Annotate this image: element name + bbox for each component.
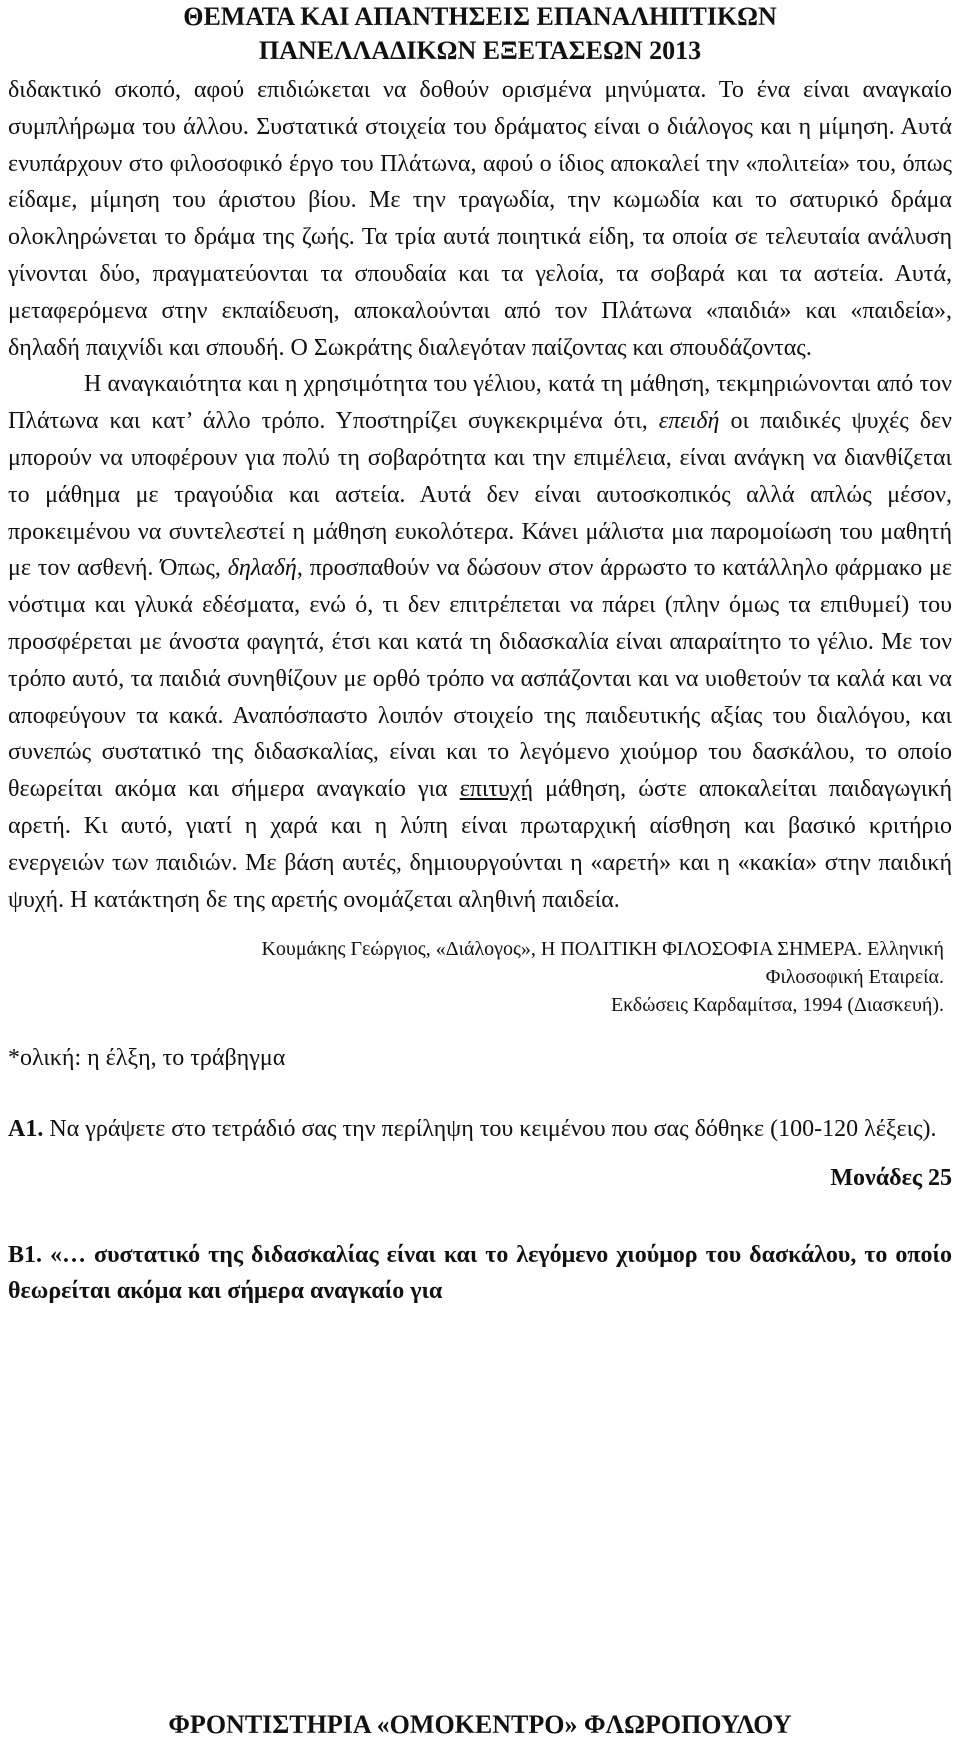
citation-line-3: Εκδώσεις Καρδαμίτσα, 1994 (Διασκευή). [610, 994, 944, 1017]
footnote: *ολική: η έλξη, το τράβηγμα [8, 1045, 286, 1072]
passage-p2-text-c: , προσπαθούν να δώσουν στον άρρωστο το κατάλληλο φάρμακο με νόστιμα και γλυκά εδέσματα, ενώ ό, τι δεν επιτρέπεται να πάρει (πλην όμως τα επιθυμεί) του προσφέρεται με άνοστα φαγητά, έτσι και κατά τη διδασκαλία είναι απαραίτητο το γέλιο. Με τον τρόπο αυτό, τα παιδιά συνηθίζουν με ορθό τρόπο να ασπάζονται και να υιοθετούν τα καλά και να αποφεύγουν τα κακά. Αναπόσπαστο λοιπόν στοιχείο της παιδευτικής αξίας του διαλόγου, και συνεπώς συστατικό της διδασκαλίας, είναι και το λεγόμενο χιούμορ του δασκάλου, το οποίο θεωρείται ακόμα και σήμερα αναγκαίο για [8, 555, 952, 803]
question-a1-number: Α1. [8, 1116, 44, 1143]
source-citation [0, 935, 944, 1019]
question-a1-marks: Μονάδες 25 [830, 1165, 952, 1192]
citation-line-2: Φιλοσοφική Εταιρεία. [765, 966, 944, 989]
question-a1 [8, 1111, 952, 1147]
document-body [0, 72, 960, 1309]
passage-paragraph-2 [8, 366, 952, 918]
passage-p2-emphasis-1: επειδή [658, 408, 720, 435]
passage-p2-emphasis-2: δηλαδή [227, 555, 297, 582]
passage-p2-text-a: Η αναγκαιότητα και η χρησιμότητα του γέλιου, κατά τη μάθηση, τεκμηριώνονται από τον Πλάτωνα και κατ’ άλλο τρόπο. Υποστηρίζει συγκεκριμένα ότι, [8, 371, 952, 435]
header-title-line-1: ΘΕΜΑΤΑ ΚΑΙ ΑΠΑΝΤΗΣΕΙΣ ΕΠΑΝΑΛΗΠΤΙΚΩΝ [183, 2, 777, 31]
question-a1-text: Να γράψετε στο τετράδιό σας την περίληψη του κειμένου που σας δόθηκε (100-120 λέξεις). [43, 1116, 937, 1143]
passage-p2-text-b: οι παιδικές ψυχές δεν μπορούν να υποφέρουν για πολύ τη σοβαρότητα και την επιμέλεια, είναι ανάγκη να διανθίζεται το μάθημα με τραγούδια και αστεία. Αυτά δεν είναι αυτοσκοπικός αλλά απλώς μέσον, προκειμένου να συντελεστεί η μάθηση ευκολότερα. Κάνει μάλιστα μια παρομοίωση του μαθητή με τον ασθενή. Όπως, [8, 408, 952, 582]
header-title-line-2: ΠΑΝΕΛΛΑΔΙΚΩΝ ΕΞΕΤΑΣΕΩΝ 2013 [258, 36, 702, 65]
page-footer: ΦΡΟΝΤΙΣΤΗΡΙΑ «ΟΜΟΚΕΝΤΡΟ» ΦΛΩΡΟΠΟΥΛΟΥ [168, 1710, 792, 1739]
passage-p2-underlined-word: επιτυχή [459, 776, 534, 803]
passage-p2-text-d: μάθηση, ώστε αποκαλείται παιδαγωγική αρετή. Κι αυτό, γιατί η χαρά και η λύπη είναι πρωταρχική αίσθηση και βασικό κριτήριο ενεργειών των παιδιών. Με βάση αυτές, δημιουργούνται η «αρετή» και η «κακία» στην παιδική ψυχή. Η κατάκτηση δε της αρετής ονομάζεται αληθινή παιδεία. [8, 776, 952, 913]
question-b1: Β1. «… συστατικό της διδασκαλίας είναι και το λεγόμενο χιούμορ του δασκάλου, το οποίο θεωρείται ακόμα και σήμερα αναγκαίο για [8, 1242, 952, 1305]
citation-line-1: Κουμάκης Γεώργιος, «Διάλογος», Η ΠΟΛΙΤΙΚΗ ΦΙΛΟΣΟΦΙΑ ΣΗΜΕΡΑ. Ελληνική [261, 938, 944, 961]
passage-paragraph-1: διδακτικό σκοπό, αφού επιδιώκεται να δοθούν ορισμένα μηνύματα. Το ένα είναι αναγκαίο συμπλήρωμα του άλλου. Συστατικά στοιχεία του δράματος είναι ο διάλογος και η μίμηση. Αυτά ενυπάρχουν στο φιλοσοφικό έργο του Πλάτωνα, αφού ο ίδιος αποκαλεί την «πολιτεία» του, όπως είδαμε, μίμηση του άριστου βίου. Με την τραγωδία, την κωμωδία και το σατυρικό δράμα ολοκληρώνεται το δράμα της ζωής. Τα τρία αυτά ποιητικά είδη, τα οποία σε τελευταία ανάλυση γίνονται δύο, πραγματεύονται τα σπουδαία και τα γελοία, τα σοβαρά και τα αστεία. Αυτά, μεταφερόμενα στην εκπαίδευση, αποκαλούνται από τον Πλάτωνα «παιδιά» και «παιδεία», δηλαδή παιχνίδι και σπουδή. Ο Σωκράτης διαλεγόταν παίζοντας και σπουδάζοντας. [8, 77, 952, 361]
page-header [0, 0, 960, 72]
